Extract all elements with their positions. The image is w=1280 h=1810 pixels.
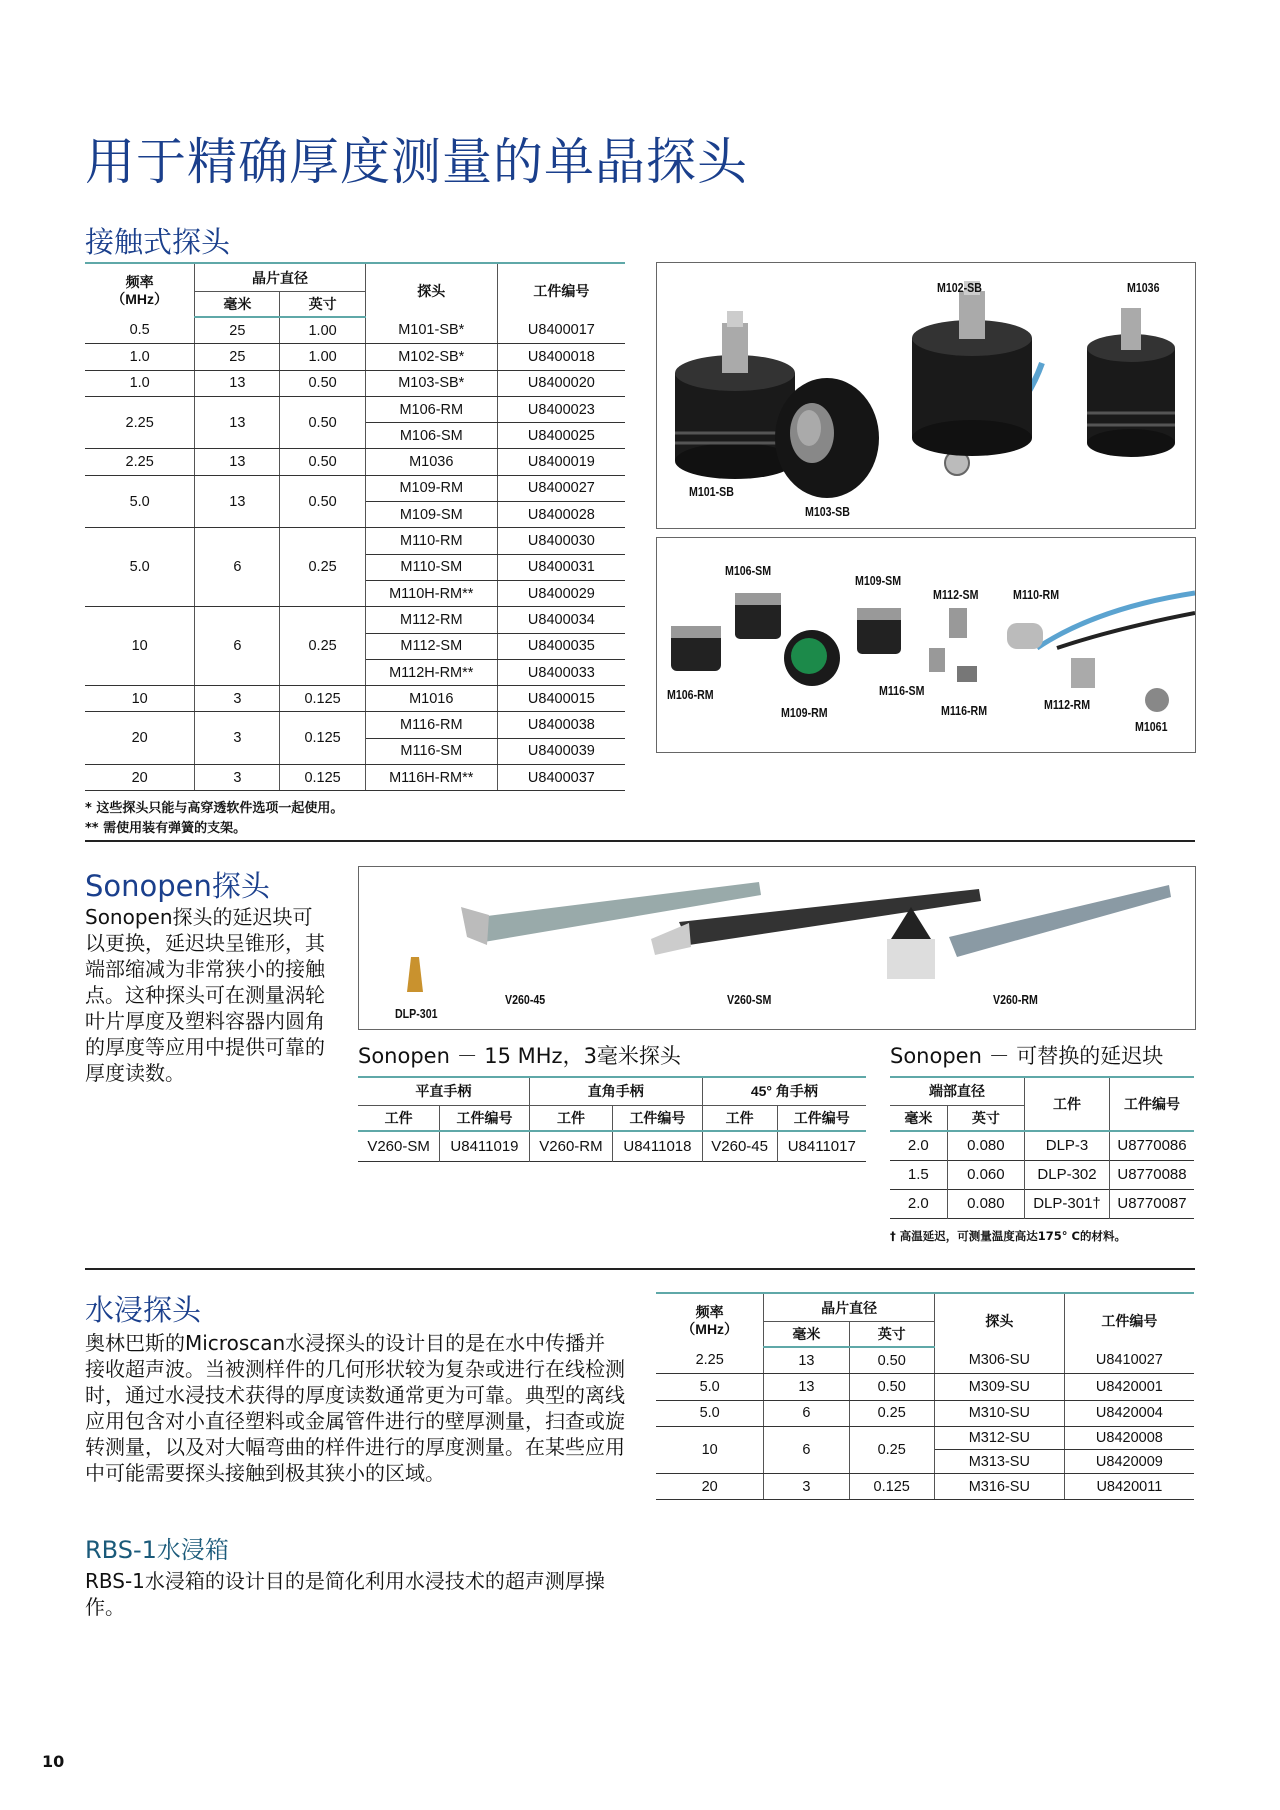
sonopen-caption-right: Sonopen － 可替换的延迟块 bbox=[890, 1044, 1164, 1068]
immersion-heading: 水浸探头 bbox=[85, 1293, 202, 1327]
cell-inch: 0.50 bbox=[280, 396, 365, 449]
cell-probe: M101-SB* bbox=[365, 317, 497, 344]
label-v260-sm: V260-SM bbox=[727, 993, 772, 1007]
cell-probe: M316-SU bbox=[934, 1473, 1064, 1499]
large-probes-illustration bbox=[657, 263, 1195, 528]
label-dlp-301: DLP-301 bbox=[395, 1007, 438, 1021]
col-mm: 毫米 bbox=[764, 1322, 849, 1348]
sub-part-3: 工件 bbox=[702, 1105, 777, 1131]
sonopen-caption-left: Sonopen － 15 MHz，3毫米探头 bbox=[358, 1044, 681, 1068]
cell-freq: 20 bbox=[656, 1473, 764, 1499]
col-partno: 工件编号 bbox=[1124, 1096, 1180, 1112]
cell-mm: 13 bbox=[195, 396, 280, 449]
cell-mm: 3 bbox=[195, 712, 280, 765]
cell-mm: 13 bbox=[764, 1374, 849, 1400]
cell-inch: 0.125 bbox=[849, 1473, 934, 1499]
col-part: 工件编号 bbox=[1101, 1312, 1158, 1329]
cell-inch: 0.25 bbox=[280, 528, 365, 607]
cell: V260-45 bbox=[702, 1131, 777, 1161]
sonopen-probes-illustration bbox=[359, 867, 1195, 1029]
cell-probe: M1016 bbox=[365, 686, 497, 712]
cell-inch: 1.00 bbox=[280, 317, 365, 344]
cell-part: U8400030 bbox=[497, 528, 625, 554]
cell-mm: 3 bbox=[764, 1473, 849, 1499]
cell-probe: M110-SM bbox=[365, 554, 497, 580]
cell-probe: M309-SU bbox=[934, 1374, 1064, 1400]
contact-note-1: * 这些探头只能与高穿透软件选项一起使用。 bbox=[85, 801, 344, 816]
cell-probe: M312-SU bbox=[934, 1426, 1064, 1450]
table-row bbox=[656, 1347, 1194, 1374]
group-45-angle: 45° 角手柄 bbox=[702, 1077, 866, 1105]
cell-part: U8420004 bbox=[1064, 1400, 1194, 1426]
sub-partno-1: 工件编号 bbox=[440, 1105, 530, 1131]
label-m1036: M1036 bbox=[1127, 281, 1160, 295]
contact-probes-photo-large bbox=[656, 262, 1196, 529]
table-row bbox=[85, 765, 625, 791]
cell-mm: 13 bbox=[195, 449, 280, 475]
cell-probe: M116-SM bbox=[365, 738, 497, 764]
cell-freq: 1.0 bbox=[85, 370, 195, 396]
section-divider-2 bbox=[85, 1268, 1195, 1270]
col-probe: 探头 bbox=[934, 1293, 1064, 1347]
sub-part-2: 工件 bbox=[529, 1105, 612, 1131]
cell-probe: M110H-RM** bbox=[365, 580, 497, 606]
col-freq: 频率 （MHz） bbox=[656, 1293, 764, 1347]
cell-part: U8400019 bbox=[497, 449, 625, 475]
cell-inch: 0.50 bbox=[849, 1374, 934, 1400]
cell: DLP-302 bbox=[1025, 1160, 1110, 1189]
label-m116-rm: M116-RM bbox=[941, 704, 988, 718]
cell-freq: 5.0 bbox=[85, 528, 195, 607]
sonopen-handle-table bbox=[358, 1076, 866, 1162]
cell-part: U8400028 bbox=[497, 502, 625, 528]
cell-freq: 5.0 bbox=[656, 1374, 764, 1400]
cell-mm: 6 bbox=[764, 1400, 849, 1426]
cell: DLP-3 bbox=[1025, 1131, 1110, 1160]
cell-freq: 0.5 bbox=[85, 317, 195, 344]
cell-inch: 0.50 bbox=[280, 475, 365, 528]
cell-mm: 25 bbox=[195, 317, 280, 344]
cell-freq: 5.0 bbox=[656, 1400, 764, 1426]
rbs-heading: RBS-1水浸箱 bbox=[85, 1536, 229, 1564]
cell-part: U8400020 bbox=[497, 370, 625, 396]
cell-inch: 0.125 bbox=[280, 712, 365, 765]
table-row bbox=[85, 607, 625, 633]
cell-inch: 0.125 bbox=[280, 765, 365, 791]
cell-probe: M102-SB* bbox=[365, 344, 497, 370]
cell-freq: 10 bbox=[656, 1426, 764, 1473]
label-v260-45: V260-45 bbox=[505, 993, 546, 1007]
sub-partno-2: 工件编号 bbox=[613, 1105, 703, 1131]
cell-probe: M116H-RM** bbox=[365, 765, 497, 791]
cell: U8770088 bbox=[1117, 1166, 1187, 1183]
cell: V260-SM bbox=[358, 1131, 440, 1161]
col-probe: 探头 bbox=[365, 263, 497, 317]
cell-probe: M112H-RM** bbox=[365, 659, 497, 685]
cell-inch: 0.25 bbox=[849, 1400, 934, 1426]
cell-probe: M110-RM bbox=[365, 528, 497, 554]
table-row bbox=[656, 1400, 1194, 1426]
label-m101-sb: M101-SB bbox=[689, 485, 734, 499]
label-v260-rm: V260-RM bbox=[993, 993, 1038, 1007]
sonopen-heading: Sonopen探头 bbox=[85, 869, 270, 903]
cell-part: U8400025 bbox=[497, 423, 625, 449]
cell-part: U8400023 bbox=[497, 396, 625, 422]
cell-probe: M306-SU bbox=[934, 1347, 1064, 1374]
cell-inch: 1.00 bbox=[280, 344, 365, 370]
cell-freq: 2.25 bbox=[656, 1347, 764, 1374]
contact-heading: 接触式探头 bbox=[85, 225, 231, 259]
sonopen-delay-line-table bbox=[890, 1076, 1194, 1219]
cell-part: U8420001 bbox=[1064, 1374, 1194, 1400]
table-row bbox=[85, 528, 625, 554]
sub-part-1: 工件 bbox=[358, 1105, 440, 1131]
cell-probe: M310-SU bbox=[934, 1400, 1064, 1426]
table-row bbox=[85, 686, 625, 712]
cell-mm: 25 bbox=[195, 344, 280, 370]
cell-part: U8420008 bbox=[1064, 1426, 1194, 1450]
label-m110-rm: M110-RM bbox=[1013, 588, 1060, 602]
contact-probes-photo-small bbox=[656, 537, 1196, 753]
immersion-probe-table bbox=[656, 1292, 1194, 1500]
label-m106-rm: M106-RM bbox=[667, 688, 714, 702]
col-part: 工件 bbox=[1025, 1077, 1110, 1131]
cell-inch: 0.25 bbox=[849, 1426, 934, 1473]
cell-inch: 0.50 bbox=[280, 370, 365, 396]
col-inch: 英寸 bbox=[280, 292, 365, 318]
probe-m102-sb-image bbox=[912, 281, 1032, 456]
cell-probe: M109-SM bbox=[365, 502, 497, 528]
table-row bbox=[85, 344, 625, 370]
cell-mm: 6 bbox=[195, 607, 280, 686]
contact-probe-table bbox=[85, 262, 625, 791]
col-crystal: 晶片直径 bbox=[764, 1293, 935, 1322]
cell-freq: 1.0 bbox=[85, 344, 195, 370]
table-row bbox=[85, 475, 625, 501]
label-m116-sm: M116-SM bbox=[879, 684, 925, 698]
cell-inch: 0.25 bbox=[280, 607, 365, 686]
cell-part: U8400038 bbox=[497, 712, 625, 738]
immersion-description: 奥林巴斯的Microscan水浸探头的设计目的是在水中传播并接收超声波。当被测样件的几何形状较为复杂或进行在线检测时，通过水浸技术获得的厚度读数通常更为可靠。典型的离线应用包含对小直径塑料或金属管件进行的壁厚测量，扫查或旋转测量，以及对大幅弯曲的样件进行的厚度测量。在某些应用中可能需要探头接触到极其狭小的区域。 bbox=[85, 1331, 625, 1485]
cell-part: U8400037 bbox=[497, 765, 625, 791]
cell-freq: 20 bbox=[85, 765, 195, 791]
cell-freq: 10 bbox=[85, 686, 195, 712]
label-m102-sb: M102-SB bbox=[937, 281, 982, 295]
col-part: 工件编号 bbox=[533, 282, 590, 299]
cell-probe: M112-SM bbox=[365, 633, 497, 659]
section-divider-1 bbox=[85, 840, 1195, 842]
cell-freq: 20 bbox=[85, 712, 195, 765]
cell-part: U8400018 bbox=[497, 344, 625, 370]
cell-part: U8400034 bbox=[497, 607, 625, 633]
cell-mm: 13 bbox=[195, 475, 280, 528]
delay-note: † 高温延迟，可测量温度高达175° C的材料。 bbox=[890, 1229, 1126, 1243]
cell-part: U8400033 bbox=[497, 659, 625, 685]
label-m109-sm: M109-SM bbox=[855, 574, 902, 588]
sub-partno-3: 工件编号 bbox=[793, 1109, 850, 1126]
cell-mm: 6 bbox=[195, 528, 280, 607]
table-row bbox=[85, 396, 625, 422]
col-inch: 英寸 bbox=[849, 1322, 934, 1348]
sonopen-description: Sonopen探头的延迟块可以更换，延迟块呈锥形，其端部缩减为非常狭小的接触点。这种探头可在测量涡轮叶片厚度及塑料容器内圆角的厚度等应用中提供可靠的厚度读数。 bbox=[85, 905, 325, 1085]
col-inch: 英寸 bbox=[947, 1105, 1024, 1131]
cell-mm: 3 bbox=[195, 686, 280, 712]
table-row bbox=[890, 1160, 1194, 1189]
cell-mm: 13 bbox=[195, 370, 280, 396]
table-row bbox=[656, 1374, 1194, 1400]
col-mm: 毫米 bbox=[195, 292, 280, 318]
label-m109-rm: M109-RM bbox=[781, 706, 828, 720]
cell-freq: 2.25 bbox=[85, 449, 195, 475]
cell-probe: M106-SM bbox=[365, 423, 497, 449]
probe-m1036-image bbox=[1087, 308, 1175, 457]
label-m112-sm: M112-SM bbox=[933, 588, 979, 602]
cell-freq: 2.25 bbox=[85, 396, 195, 449]
table-row bbox=[85, 449, 625, 475]
cell: U8411018 bbox=[613, 1131, 703, 1161]
table-row bbox=[85, 712, 625, 738]
cell-probe: M103-SB* bbox=[365, 370, 497, 396]
cell: 1.5 bbox=[890, 1160, 947, 1189]
cell-inch: 0.50 bbox=[280, 449, 365, 475]
cell: V260-RM bbox=[529, 1131, 612, 1161]
page-title: 用于精确厚度测量的单晶探头 bbox=[85, 133, 748, 191]
rbs-description: RBS-1水浸箱的设计目的是简化利用水浸技术的超声测厚操作。 bbox=[85, 1569, 605, 1619]
cell: DLP-301† bbox=[1025, 1189, 1110, 1218]
col-crystal: 晶片直径 bbox=[195, 263, 365, 292]
cell-part: U8420011 bbox=[1064, 1473, 1194, 1499]
cell-mm: 3 bbox=[195, 765, 280, 791]
probe-m103-sb-image bbox=[775, 378, 879, 498]
cell: 0.060 bbox=[947, 1160, 1024, 1189]
cell: U8411019 bbox=[440, 1131, 530, 1161]
label-m1061: M1061 bbox=[1135, 720, 1168, 734]
cell-probe: M116-RM bbox=[365, 712, 497, 738]
cell-mm: 6 bbox=[764, 1426, 849, 1473]
table-row bbox=[890, 1131, 1194, 1160]
table-row bbox=[85, 370, 625, 396]
cell-probe: M109-RM bbox=[365, 475, 497, 501]
cell-part: U8400039 bbox=[497, 738, 625, 764]
cell: 2.0 bbox=[890, 1131, 947, 1160]
cell: 0.080 bbox=[947, 1189, 1024, 1218]
cell-probe: M313-SU bbox=[934, 1450, 1064, 1474]
cell-part: U8400035 bbox=[497, 633, 625, 659]
cell-part: U8400017 bbox=[497, 317, 625, 344]
page-number: 10 bbox=[42, 1752, 65, 1771]
table-row bbox=[85, 317, 625, 344]
table-row bbox=[890, 1189, 1194, 1218]
cell: U8770087 bbox=[1117, 1195, 1187, 1212]
contact-note-2: ** 需使用装有弹簧的支架。 bbox=[85, 821, 247, 836]
col-freq: 频率 （MHz） bbox=[85, 263, 195, 317]
cell-part: U8400029 bbox=[497, 580, 625, 606]
table-row bbox=[656, 1426, 1194, 1450]
cell-probe: M1036 bbox=[365, 449, 497, 475]
group-straight: 平直手柄 bbox=[358, 1077, 529, 1105]
cell-inch: 0.50 bbox=[849, 1347, 934, 1374]
cell-probe: M106-RM bbox=[365, 396, 497, 422]
table-row bbox=[656, 1473, 1194, 1499]
col-mm: 毫米 bbox=[890, 1105, 947, 1131]
cell-part: U8400031 bbox=[497, 554, 625, 580]
cell-freq: 5.0 bbox=[85, 475, 195, 528]
cell: U8770086 bbox=[1117, 1137, 1187, 1155]
cell: 0.080 bbox=[947, 1131, 1024, 1160]
cell-part: U8400015 bbox=[497, 686, 625, 712]
cell: 2.0 bbox=[890, 1189, 947, 1218]
col-tip-diameter: 端部直径 bbox=[890, 1077, 1025, 1105]
cell-probe: M112-RM bbox=[365, 607, 497, 633]
cell-freq: 10 bbox=[85, 607, 195, 686]
cell-part: U8410027 bbox=[1064, 1347, 1194, 1374]
cell: U8411017 bbox=[787, 1137, 856, 1155]
group-right-angle: 直角手柄 bbox=[529, 1077, 702, 1105]
label-m106-sm: M106-SM bbox=[725, 564, 772, 578]
cell-inch: 0.125 bbox=[280, 686, 365, 712]
label-m103-sb: M103-SB bbox=[805, 505, 850, 519]
cell-part: U8400027 bbox=[497, 475, 625, 501]
cell-mm: 13 bbox=[764, 1347, 849, 1374]
sonopen-photo bbox=[358, 866, 1196, 1030]
label-m112-rm: M112-RM bbox=[1044, 698, 1091, 712]
cell-part: U8420009 bbox=[1064, 1450, 1194, 1474]
